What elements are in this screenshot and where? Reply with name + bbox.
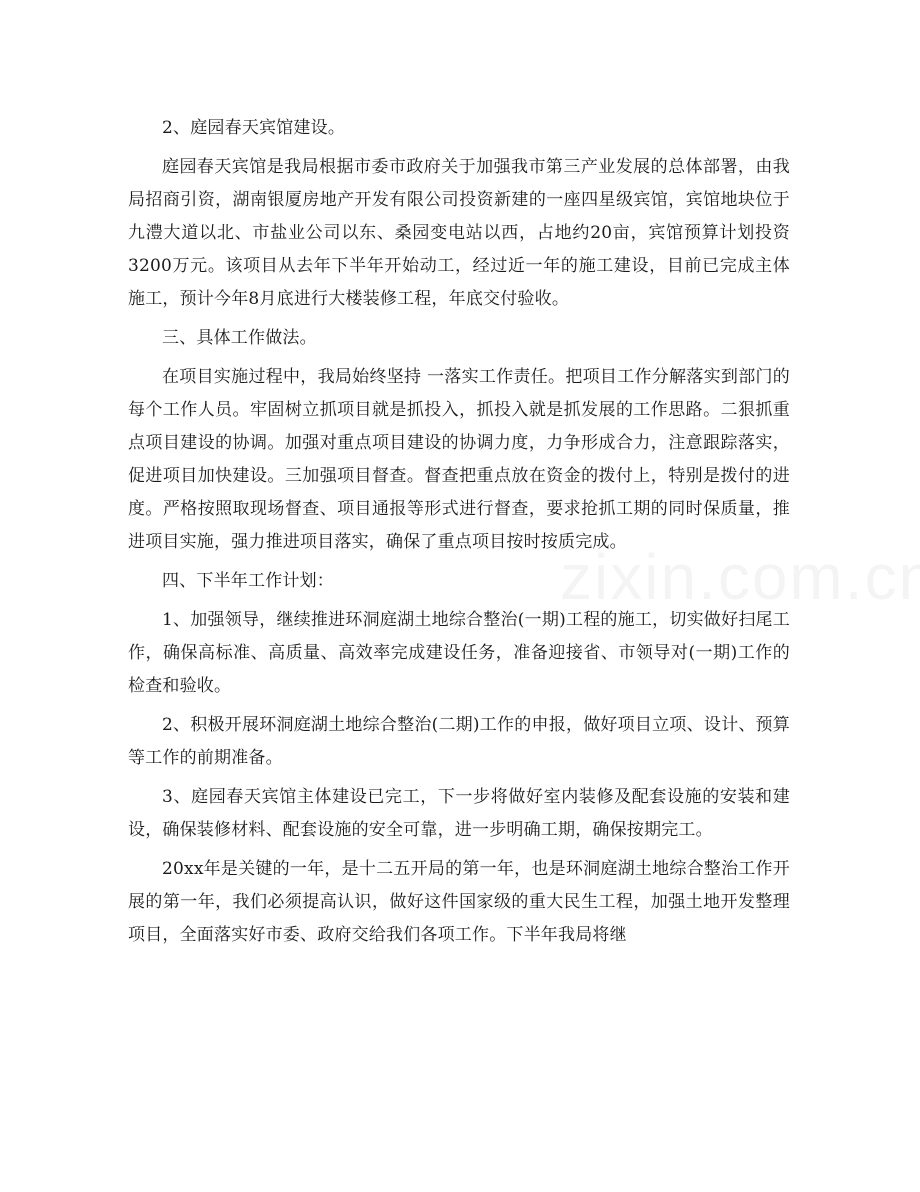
paragraph-closing: 20xx年是关键的一年，是十二五开局的第一年，也是环洞庭湖土地综合整治工作开展的第一年，我们必须提高认识，做好这件国家级的重大民生工程，加强土地开发整理项目，全面落实好市委、政府交给我们各项工作。下半年我局将继 bbox=[128, 859, 790, 945]
paragraph-plan-item-1: 1、加强领导，继续推进环洞庭湖土地综合整治(一期)工程的施工，切实做好扫尾工作，确保高标准、高质量、高效率完成建设任务，准备迎接省、市领导对(一期)工作的检查和验收。 bbox=[128, 610, 790, 696]
paragraph-plan-item-2: 2、积极开展环洞庭湖土地综合整治(二期)工作的申报，做好项目立项、设计、预算等工作的前期准备。 bbox=[128, 715, 790, 768]
paragraph-section-2-heading: 2、庭园春天宾馆建设。 bbox=[162, 118, 346, 138]
paragraph-hotel-description: 庭园春天宾馆是我局根据市委市政府关于加强我市第三产业发展的总体部署，由我局招商引资，湖南银厦房地产开发有限公司投资新建的一座四星级宾馆，宾馆地块位于九澧大道以北、市盐业公司以东、桑园变电站以西，占地约20亩，宾馆预算计划投资3200万元。该项目从去年下半年开始动工，经过近一年的施工建设，目前已完成主体施工，预计今年8月底进行大楼装修工程，年底交付验收。 bbox=[128, 157, 790, 309]
paragraph-section-3-heading: 三、具体工作做法。 bbox=[162, 328, 317, 348]
document-body bbox=[128, 112, 790, 958]
paragraph-plan-item-3: 3、庭园春天宾馆主体建设已完工，下一步将做好室内装修及配套设施的安装和建设，确保装修材料、配套设施的安全可靠，进一步明确工期，确保按期完工。 bbox=[128, 787, 790, 840]
paragraph-section-4-heading: 四、下半年工作计划： bbox=[162, 571, 334, 591]
paragraph-work-methods: 在项目实施过程中，我局始终坚持 一落实工作责任。把项目工作分解落实到部门的每个工作人员。牢固树立抓项目就是抓投入，抓投入就是抓发展的工作思路。二狠抓重点项目建设的协调。加强对重点项目建设的协调力度，力争形成合力，注意跟踪落实，促进项目加快建设。三加强项目督查。督查把重点放在资金的拨付上，特别是拨付的进度。严格按照取现场督查、项目通报等形式进行督查，要求抢抓工期的同时保质量，推进项目实施，强力推进项目落实，确保了重点项目按时按质完成。 bbox=[128, 367, 790, 552]
